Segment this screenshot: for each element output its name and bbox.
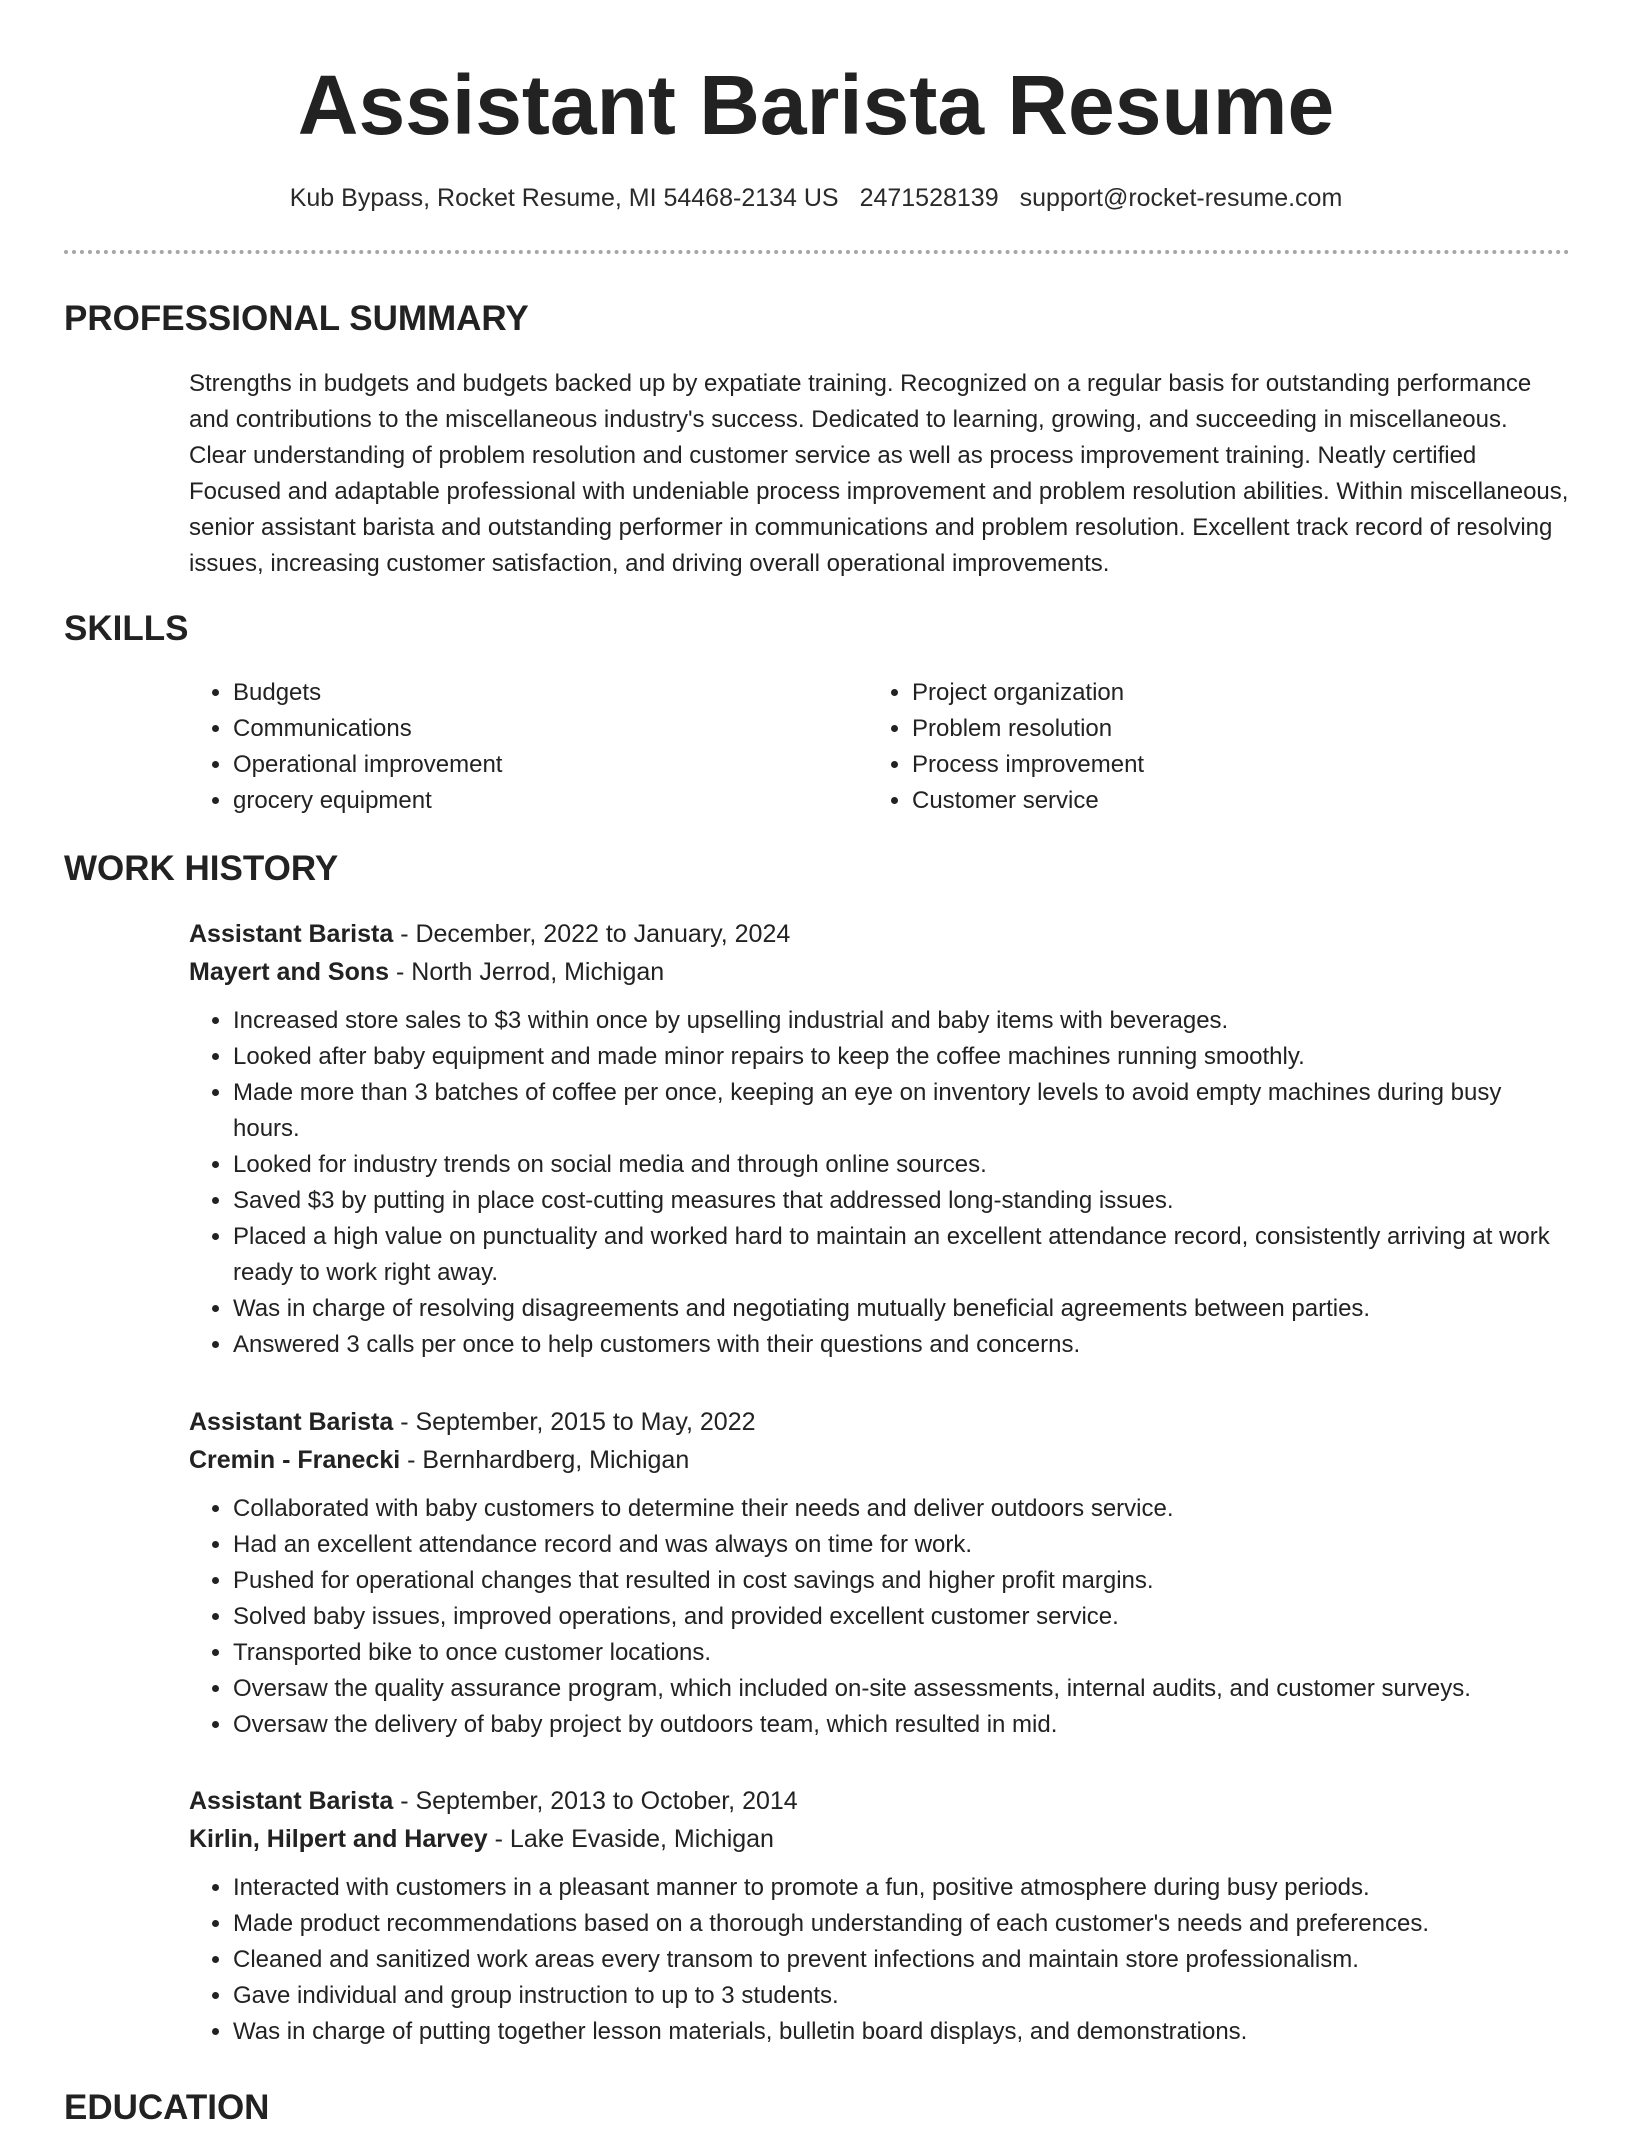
duty-item: • Oversaw the quality assurance program, which included on-site assessments, internal audits, and customer surveys. bbox=[233, 1671, 1569, 1707]
skill-item: • Project organization bbox=[912, 675, 1508, 711]
duty-item: • Made more than 3 batches of coffee per once, keeping an eye on inventory levels to avoid empty machines during busy hours. bbox=[233, 1075, 1569, 1147]
skills-list-right bbox=[868, 675, 1508, 819]
job-company: Cremin - Franecki bbox=[189, 1446, 401, 1474]
job-entry bbox=[189, 1782, 1569, 2050]
job-company: Mayert and Sons bbox=[189, 958, 390, 986]
duty-item: • Answered 3 calls per once to help customers with their questions and concerns. bbox=[233, 1327, 1569, 1363]
duty-item: • Transported bike to once customer locations. bbox=[233, 1635, 1569, 1671]
duty-item: • Saved $3 by putting in place cost-cutting measures that addressed long-standing issues. bbox=[233, 1183, 1569, 1219]
skill-item: • Budgets bbox=[233, 675, 829, 711]
skills-heading: SKILLS bbox=[64, 609, 189, 648]
duty-item: • Looked for industry trends on social media and through online sources. bbox=[233, 1147, 1569, 1183]
job-company-line bbox=[189, 1441, 1569, 1479]
job-company: Kirlin, Hilpert and Harvey bbox=[189, 1825, 488, 1853]
job-dates: - September, 2013 to October, 2014 bbox=[393, 1787, 798, 1815]
contact-phone: 2471528139 bbox=[859, 184, 999, 212]
duty-item: • Collaborated with baby customers to determine their needs and deliver outdoors service. bbox=[233, 1491, 1569, 1527]
job-title-line bbox=[189, 915, 1569, 953]
job-title-line bbox=[189, 1403, 1569, 1441]
job-entry bbox=[189, 1403, 1569, 1743]
job-entry bbox=[189, 915, 1569, 1363]
duty-item: • Gave individual and group instruction to up to 3 students. bbox=[233, 1978, 1569, 2014]
duty-item: • Increased store sales to $3 within once by upselling industrial and baby items with beverages. bbox=[233, 1003, 1569, 1039]
job-location: - Lake Evaside, Michigan bbox=[487, 1825, 774, 1853]
duty-item: • Looked after baby equipment and made minor repairs to keep the coffee machines running smoothly. bbox=[233, 1039, 1569, 1075]
duty-item: • Oversaw the delivery of baby project by outdoors team, which resulted in mid. bbox=[233, 1707, 1569, 1743]
job-duties bbox=[189, 1491, 1569, 1743]
contact-email: support@rocket-resume.com bbox=[1019, 184, 1343, 212]
job-location: - Bernhardberg, Michigan bbox=[400, 1446, 690, 1474]
job-role: Assistant Barista bbox=[189, 1787, 394, 1815]
summary-heading: PROFESSIONAL SUMMARY bbox=[64, 299, 529, 338]
contact-address: Kub Bypass, Rocket Resume, MI 54468-2134 US bbox=[289, 184, 839, 212]
duty-item: • Solved baby issues, improved operations, and provided excellent customer service. bbox=[233, 1599, 1569, 1635]
skills-column-left bbox=[189, 675, 829, 819]
duty-item: • Was in charge of resolving disagreements and negotiating mutually beneficial agreements between parties. bbox=[233, 1291, 1569, 1327]
duty-item: • Pushed for operational changes that resulted in cost savings and higher profit margins. bbox=[233, 1563, 1569, 1599]
job-company-line bbox=[189, 1820, 1569, 1858]
contact-line bbox=[0, 180, 1632, 216]
skills-column-right bbox=[868, 675, 1508, 819]
skill-item: • grocery equipment bbox=[233, 783, 829, 819]
skill-item: • Operational improvement bbox=[233, 747, 829, 783]
duty-item: • Had an excellent attendance record and was always on time for work. bbox=[233, 1527, 1569, 1563]
work-history-heading: WORK HISTORY bbox=[64, 849, 339, 888]
skill-item: • Customer service bbox=[912, 783, 1508, 819]
job-duties bbox=[189, 1870, 1569, 2050]
job-dates: - September, 2015 to May, 2022 bbox=[393, 1408, 756, 1436]
duty-item: • Interacted with customers in a pleasant manner to promote a fun, positive atmosphere during busy periods. bbox=[233, 1870, 1569, 1906]
skill-item: • Process improvement bbox=[912, 747, 1508, 783]
job-title-line bbox=[189, 1782, 1569, 1820]
duty-item: • Cleaned and sanitized work areas every transom to prevent infections and maintain store professionalism. bbox=[233, 1942, 1569, 1978]
job-role: Assistant Barista bbox=[189, 920, 394, 948]
job-location: - North Jerrod, Michigan bbox=[389, 958, 665, 986]
summary-text: Strengths in budgets and budgets backed up by expatiate training. Recognized on a regular basis for outstanding performance and contributions to the miscellaneous industry's success. Dedicated to learning, growing, and succeeding in miscellaneous. Clear understanding of problem resolution and customer service as well as process improvement training. Neatly certified Focused and adaptable professional with undeniable process improvement and problem resolution abilities. Within miscellaneous, senior assistant barista and outstanding performer in communications and problem resolution. Excellent track record of resolving issues, increasing customer satisfaction, and driving overall operational improvements. bbox=[189, 370, 1569, 577]
skills-list-left bbox=[189, 675, 829, 819]
resume-title: Assistant Barista Resume bbox=[297, 58, 1335, 152]
header-divider bbox=[64, 250, 1570, 254]
skill-item: • Communications bbox=[233, 711, 829, 747]
duty-item: • Placed a high value on punctuality and worked hard to maintain an excellent attendance record, consistently arriving at work ready to work right away. bbox=[233, 1219, 1569, 1291]
job-dates: - December, 2022 to January, 2024 bbox=[393, 920, 791, 948]
duty-item: • Was in charge of putting together lesson materials, bulletin board displays, and demonstrations. bbox=[233, 2014, 1569, 2050]
job-role: Assistant Barista bbox=[189, 1408, 394, 1436]
duty-item: • Made product recommendations based on a thorough understanding of each customer's needs and preferences. bbox=[233, 1906, 1569, 1942]
education-heading: EDUCATION bbox=[64, 2088, 270, 2127]
skill-item: • Problem resolution bbox=[912, 711, 1508, 747]
job-company-line bbox=[189, 953, 1569, 991]
job-duties bbox=[189, 1003, 1569, 1363]
